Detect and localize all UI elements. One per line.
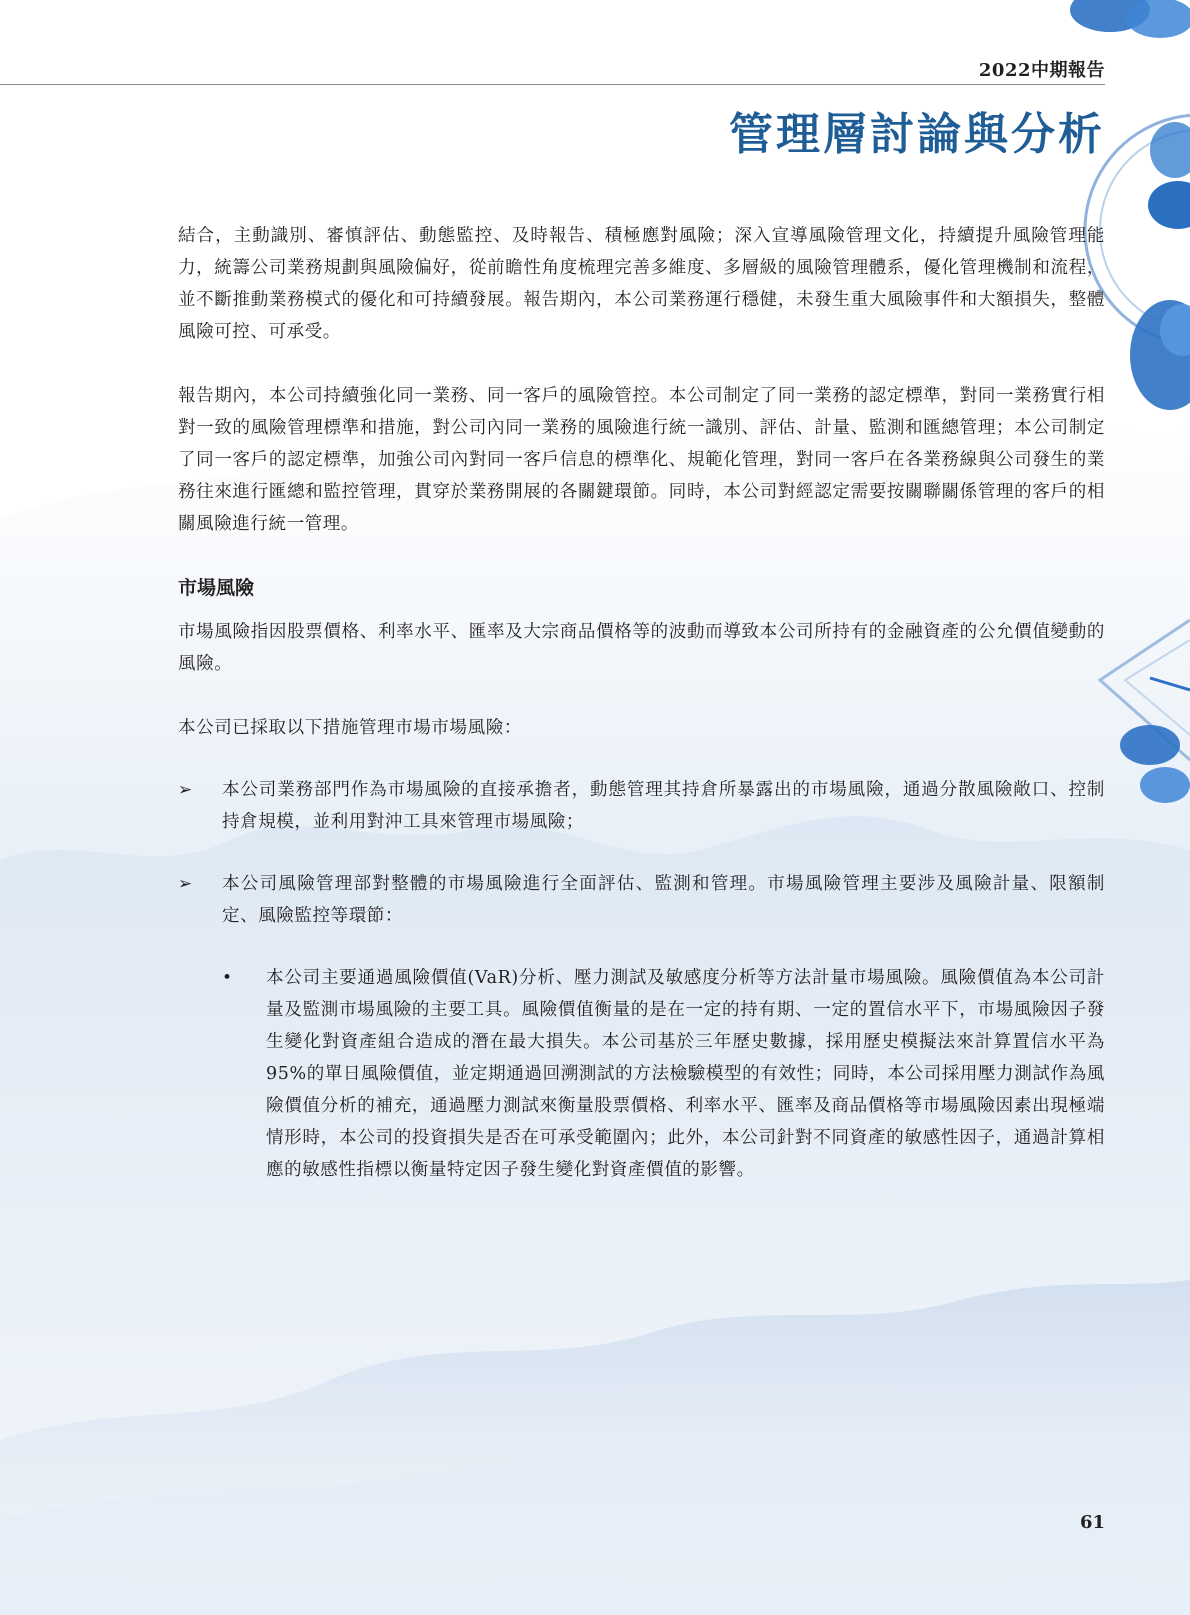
arrow-bullet-icon: ➢ (178, 780, 193, 800)
section-heading-market-risk: 市場風險 (178, 577, 255, 599)
market-risk-intro: 本公司已採取以下措施管理市場市場風險： (178, 718, 522, 738)
list-item (178, 962, 1105, 1186)
list-item (178, 774, 1105, 838)
paragraph-risk-culture: 結合，主動識別、審慎評估、動態監控、及時報告、積極應對風險；深入宣導風險管理文化，持續提升風險管理能力，統籌公司業務規劃與風險偏好，從前瞻性角度梳理完善多維度、多層級的風險管理體系，優化管理機制和流程，並不斷推動業務模式的優化和可持續發展。報告期內，本公司業務運行穩健，未發生重大風險事件和大額損失，整體風險可控、可承受。 (178, 226, 1105, 342)
dot-bullet-icon: • (222, 968, 233, 988)
measure-var-analysis: 本公司主要通過風險價值(VaR)分析、壓力測試及敏感度分析等方法計量市場風險。風險價值為本公司計量及監測市場風險的主要工具。風險價值衡量的是在一定的持有期、一定的置信水平下，市場風險因子發生變化對資產組合造成的潛在最大損失。本公司基於三年歷史數據，採用歷史模擬法來計算置信水平為95%的單日風險價值，並定期通過回溯測試的方法檢驗模型的有效性；同時，本公司採用壓力測試作為風險價值分析的補充，通過壓力測試來衡量股票價格、利率水平、匯率及商品價格等市場風險因素出現極端情形時，本公司的投資損失是否在可承受範圍內；此外，本公司針對不同資產的敏感性因子，通過計算相應的敏感性指標以衡量特定因子發生變化對資產價值的影響。 (266, 968, 1105, 1180)
report-label: 2022中期報告 (978, 60, 1105, 81)
measure-risk-dept: 本公司風險管理部對整體的市場風險進行全面評估、監測和管理。市場風險管理主要涉及風險計量、限額制定、風險監控等環節： (222, 874, 1105, 926)
arrow-bullet-icon: ➢ (178, 874, 193, 894)
main-content (178, 220, 1105, 1186)
market-risk-definition: 市場風險指因股票價格、利率水平、匯率及大宗商品價格等的波動而導致本公司所持有的金融資產的公允價值變動的風險。 (178, 622, 1105, 674)
header-rule (0, 84, 1105, 85)
list-item (178, 868, 1105, 932)
paragraph-same-client: 報告期內，本公司持續強化同一業務、同一客戶的風險管控。本公司制定了同一業務的認定標準，對同一業務實行相對一致的風險管理標準和措施，對公司內同一業務的風險進行統一識別、評估、計量、監測和匯總管理；本公司制定了同一客戶的認定標準，加強公司內對同一客戶信息的標準化、規範化管理，對同一客戶在各業務線與公司發生的業務往來進行匯總和監控管理，貫穿於業務開展的各關鍵環節。同時，本公司對經認定需要按關聯關係管理的客戶的相關風險進行統一管理。 (178, 386, 1105, 534)
measure-business-dept: 本公司業務部門作為市場風險的直接承擔者，動態管理其持倉所暴露出的市場風險，通過分散風險敞口、控制持倉規模，並利用對沖工具來管理市場風險； (222, 780, 1105, 832)
page-number: 61 (1079, 1512, 1105, 1533)
page-title: 管理層討論與分析 (729, 109, 1105, 160)
